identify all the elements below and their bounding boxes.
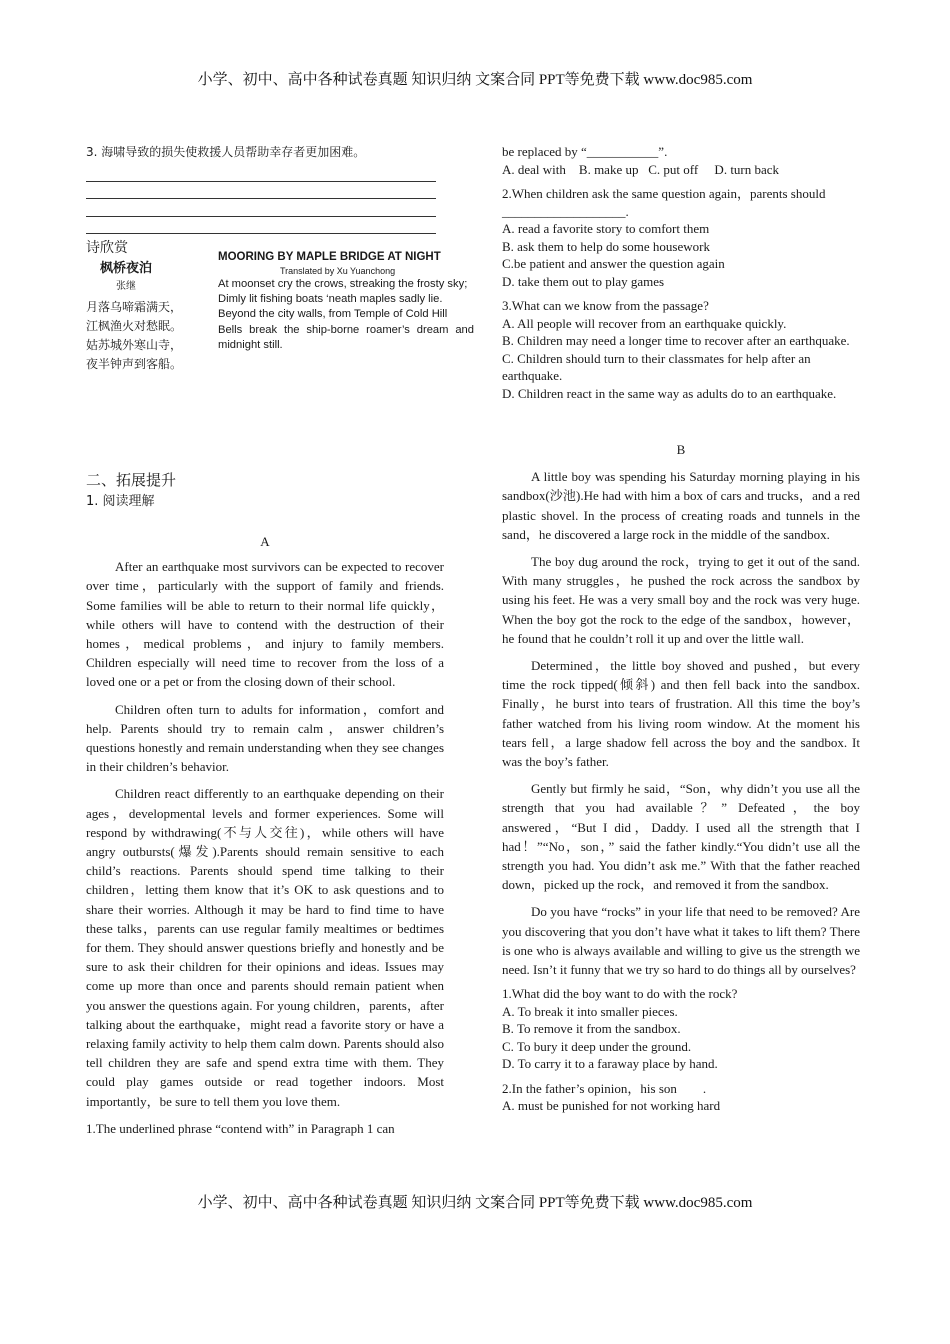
poem-en-line: At moonset cry the crows, streaking the frosty sky; bbox=[218, 278, 468, 290]
question-b1-stem: 1.What did the boy want to do with the rock? bbox=[502, 986, 738, 1002]
question-a2-option: D. take them out to play games bbox=[502, 273, 665, 289]
poem-english bbox=[218, 250, 474, 353]
poem-en-line: Dimly lit fishing boats ‘neath maples sadly lie. bbox=[218, 293, 443, 306]
passage-b-paragraph: Determined，the little boy shoved and pushed，but every time the rock tipped(倾斜) and then fell back into the sandbox. Finally，he burst into tears of frustration. All this time the boy’s father watched from his living room window. At the moment his tears fell，a large shadow fell across the boy and the sandbox. It was the boy’s father. bbox=[502, 658, 860, 770]
question-b1-option: A. To break it into smaller pieces. bbox=[502, 1003, 678, 1019]
question-a1-options: A. deal with B. make up C. put off D. turn back bbox=[502, 161, 780, 177]
poem-cn-line: 江枫渔火对愁眠。 bbox=[86, 319, 183, 333]
question-a1-stem: 1.The underlined phrase “contend with” in Paragraph 1 can bbox=[86, 1120, 395, 1136]
question-a3-stem: 3.What can we know from the passage? bbox=[502, 298, 709, 313]
poem-chinese bbox=[86, 238, 216, 374]
passage-b-label: B bbox=[676, 442, 686, 457]
question-a2-option: A. read a favorite story to comfort them bbox=[502, 221, 710, 236]
passage-b-paragraph: A little boy was spending his Saturday morning playing in his sandbox(沙池).He had with him a box of cars and trucks，and a red plastic shovel. In the process of creating roads and tunnels in the sand，he discovered a large rock in the middle of the sandbox. bbox=[502, 469, 860, 542]
passage-b-paragraph: Do you have “rocks” in your life that need to be removed? Are you discovering that you don’t have what it takes to lift them? There is one who is always available and willing to give us the strength we need. Isn’t it funny that we try so hard to do things all by ourselves? bbox=[502, 904, 860, 978]
questions-a bbox=[502, 143, 860, 402]
passage-b bbox=[502, 440, 860, 1115]
question-b1-option: D. To carry it to a faraway place by hand. bbox=[502, 1056, 718, 1072]
poem-cn-author: 张继 bbox=[116, 281, 136, 292]
page-footer: 小学、初中、高中各种试卷真题 知识归纳 文案合同 PPT等免费下载 www.doc985.com bbox=[0, 1191, 950, 1212]
poem-cn-line: 月落乌啼霜满天， bbox=[86, 300, 183, 314]
answer-line[interactable] bbox=[86, 217, 436, 235]
answer-lines bbox=[86, 164, 444, 234]
page-header: 小学、初中、高中各种试卷真题 知识归纳 文案合同 PPT等免费下载 www.doc985.com bbox=[197, 72, 753, 88]
poem-en-translator: Translated by Xu Yuanchong bbox=[280, 266, 396, 276]
subsection-title: 1. 阅读理解 bbox=[86, 494, 155, 509]
passage-a-paragraph: Children react differently to an earthquake depending on their ages，developmental levels and former experiences. Some will respond by withdrawing(不与人交往)，while others will have angry outbursts(爆发).Parents should remain sensitive to each child’s reactions. Parents should spend time talking to their children，letting them know that it’s OK to ask questions and to share their worries. Although it may be hard to find time to have these talks，parents can use regular family mealtimes or bedtimes for them. They should answer questions briefly and honestly and be sure to ask their children for their opinions and ideas. Issues may come up more than once and parents should remain patient when you answer the questions again. For young children，parents，after talking about the earthquake，might read a favorite story or have a relaxing family activity to help them calm down. Parents should also tell children they are safe and spend extra time with them. They could play games outside or read together indoors. Most importantly，be sure to tell them you love them. bbox=[86, 786, 444, 1109]
question-a2-option: B. ask them to help do some housework bbox=[502, 238, 710, 254]
question-a1-cont: be replaced by “___________”. bbox=[502, 144, 668, 159]
passage-a-paragraph: After an earthquake most survivors can be expected to recover over time，particularly with the support of family and friends. Some families will be able to return to their normal life quickly，while others will have to contend with the destruction of their homes，medical problems，and injury to family members. Children especially will need time to recover from the loss of a loved one or a pet or from the closing down of their school. bbox=[86, 559, 444, 690]
section-title: 二、拓展提升 bbox=[86, 471, 177, 489]
question-a3-option: A. All people will recover from an earthquake quickly. bbox=[502, 315, 787, 331]
translation-section bbox=[86, 143, 444, 234]
question-a2-stem: 2.When children ask the same question again，parents should ___________________. bbox=[502, 186, 826, 219]
poem-en-line: Bells break the ship-borne roamer’s dream and midnight still. bbox=[218, 323, 474, 351]
question-a3-option: C. Children should turn to their classmates for help after an earthquake. bbox=[502, 350, 811, 383]
answer-line[interactable] bbox=[86, 164, 436, 182]
answer-line[interactable] bbox=[86, 182, 436, 200]
extension-section bbox=[86, 470, 444, 511]
poem-section-title: 诗欣赏 bbox=[86, 240, 128, 256]
question-a2-option: C.be patient and answer the question again bbox=[502, 256, 725, 271]
answer-line[interactable] bbox=[86, 199, 436, 217]
poem-cn-title: 枫桥夜泊 bbox=[100, 261, 153, 276]
question-b2-stem: 2.In the father’s opinion，his son . bbox=[502, 1080, 707, 1096]
passage-b-paragraph: Gently but firmly he said，“Son，why didn’t you use all the strength that you had available？” Defeated，the boy answered，“But I did，Daddy. I used all the strength that I had！”“No，son，” said the father kindly.“You didn’t use all the strength you had. You didn’t ask me.” With that the father reached down，picked up the rock，and removed it from the sandbox. bbox=[502, 781, 860, 893]
passage-a-label: A bbox=[260, 534, 270, 549]
question-b1-option: B. To remove it from the sandbox. bbox=[502, 1021, 681, 1037]
passage-b-paragraph: The boy dug around the rock，trying to get it out of the sand. With many struggles，he pushed the rock across the sandbox by using his feet. He was a very small boy and the rock was very huge. When the boy got the rock to the edge of the sandbox，however，he found that he couldn’t roll it up and over the little wall. bbox=[502, 554, 860, 646]
poem-cn-line: 夜半钟声到客船。 bbox=[86, 357, 183, 371]
translation-question: 3. 海啸导致的损失使救援人员帮助幸存者更加困难。 bbox=[86, 145, 366, 159]
question-a3-option: D. Children react in the same way as adults do to an earthquake. bbox=[502, 385, 837, 401]
question-a3-option: B. Children may need a longer time to recover after an earthquake. bbox=[502, 333, 850, 348]
passage-a-paragraph: Children often turn to adults for information，comfort and help. Parents should try to remain calm，answer children’s questions honestly and remain understanding when they see changes in their children’s behavior. bbox=[86, 701, 444, 775]
poem-cn-line: 姑苏城外寒山寺， bbox=[86, 338, 183, 352]
question-b1-option: C. To bury it deep under the ground. bbox=[502, 1038, 692, 1054]
question-b2-option: A. must be punished for not working hard bbox=[502, 1098, 721, 1114]
passage-a bbox=[86, 532, 444, 1138]
poem-en-title: MOORING BY MAPLE BRIDGE AT NIGHT bbox=[218, 251, 441, 263]
poem-en-line: Beyond the city walls, from Temple of Cold Hill bbox=[218, 308, 448, 321]
